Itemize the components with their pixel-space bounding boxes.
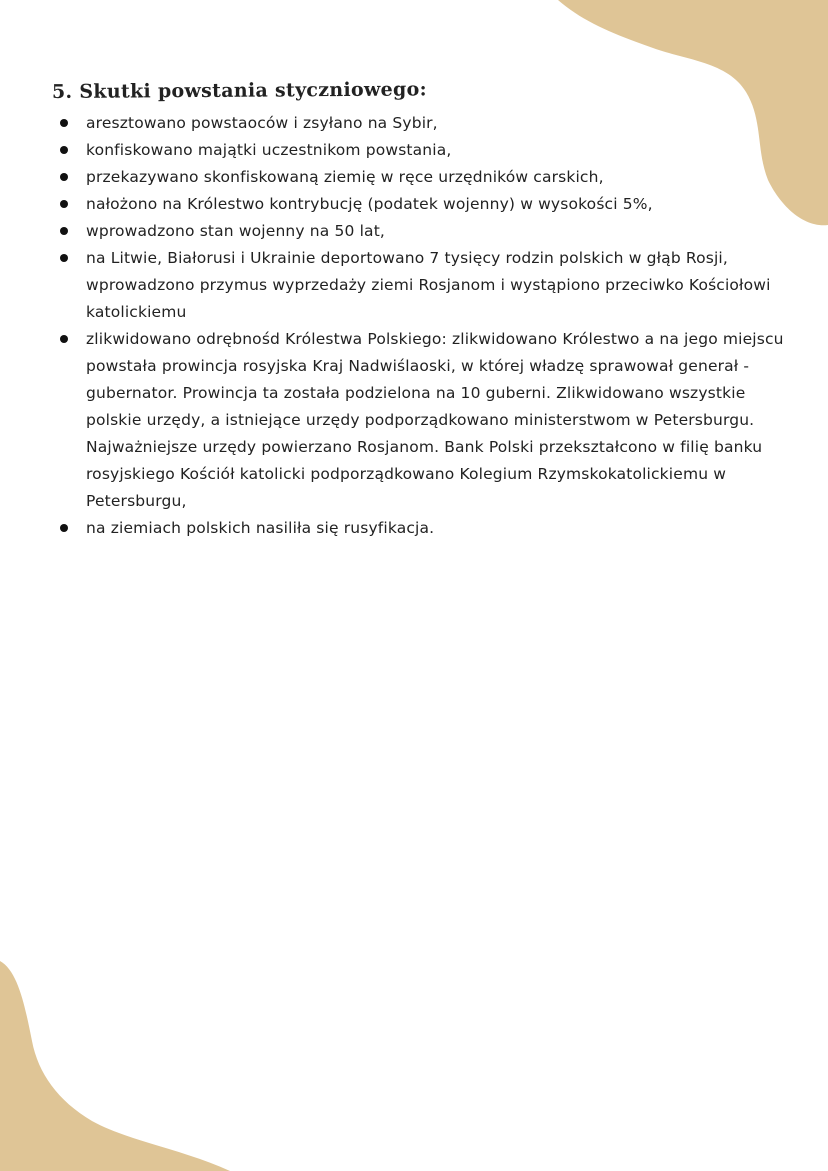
list-item [52,137,792,164]
bullet-icon [60,524,68,532]
list-item-text: zlikwidowano odrębnośd Królestwa Polskiego: zlikwidowano Królestwo a na jego miejscu powstała prowincja rosyjska Kraj Nadwiślaoski, w której władzę sprawował generał - gubernator. Prowincja ta została podzielona na 10 guberni. Zlikwidowano wszystkie polskie urzędy, a istniejące urzędy podporządkowano ministerstwom w Petersburgu. Najważniejsze urzędy powierzano Rosjanom. Bank Polski przekształcono w filię banku rosyjskiego Kościół katolicki podporządkowano Kolegium Rzymskokatolickiemu w Petersburgu, [86,330,784,510]
list-item-text: nałożono na Królestwo kontrybucję (podatek wojenny) w wysokości 5%, [86,195,653,213]
list-item-text: konfiskowano majątki uczestnikom powstania, [86,141,452,159]
notes-content [52,78,792,542]
bullet-icon [60,227,68,235]
list-item [52,218,792,245]
list-item [52,326,792,515]
list-item-text: wprowadzono stan wojenny na 50 lat, [86,222,386,240]
list-item [52,515,792,542]
bullet-icon [60,200,68,208]
list-item-text: na Litwie, Białorusi i Ukrainie deportowano 7 tysięcy rodzin polskich w głąb Rosji, wprowadzono przymus wyprzedaży ziemi Rosjanom i wystąpiono przeciwko Kościołowi katolickiemu [86,249,771,321]
decorative-blob-bottom-left [0,961,230,1171]
bullet-icon [60,335,68,343]
bullet-icon [60,173,68,181]
section-heading: 5. Skutki powstania styczniowego: [51,78,427,103]
list-item [52,164,792,191]
decorative-blob-bottom-left-shape [0,961,230,1171]
effects-list [52,110,792,542]
bullet-icon [60,254,68,262]
list-item [52,245,792,326]
list-item-text: przekazywano skonfiskowaną ziemię w ręce urzędników carskich, [86,168,604,186]
bullet-icon [60,146,68,154]
list-item [52,191,792,218]
list-item-text: aresztowano powstaoców i zsyłano na Sybir, [86,114,438,132]
list-item-text: na ziemiach polskich nasiliła się rusyfikacja. [86,519,435,537]
list-item [52,110,792,137]
bullet-icon [60,119,68,127]
